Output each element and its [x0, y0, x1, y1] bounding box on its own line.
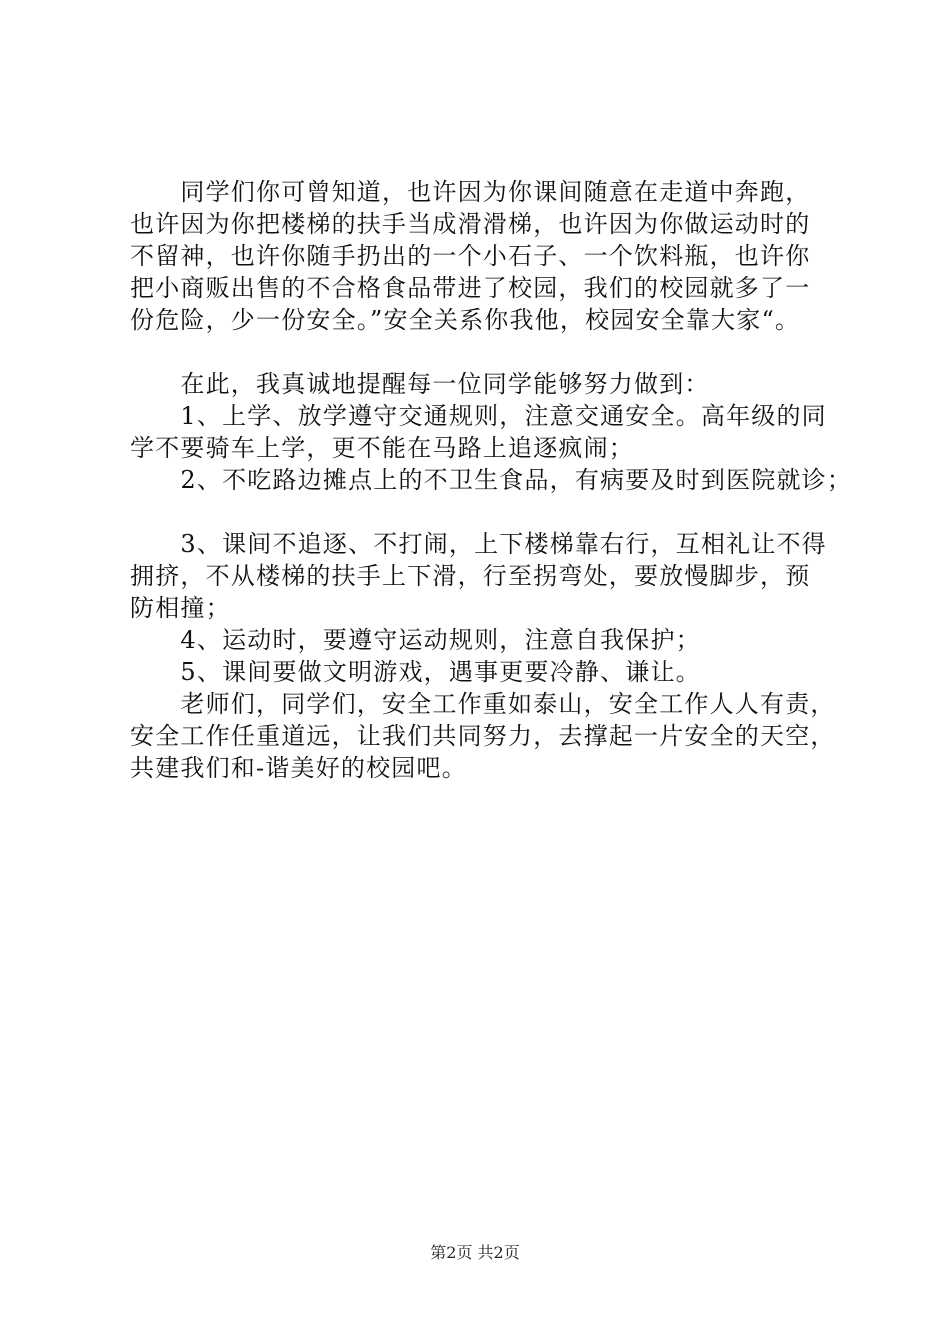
text-line: 3、课间不追逐、不打闹，上下楼梯靠右行，互相礼让不得: [130, 530, 827, 558]
text-line: 防相撞；: [130, 594, 231, 622]
document-body: [130, 176, 853, 784]
paragraph-gap: [130, 496, 850, 528]
text-line: 安全工作任重道远，让我们共同努力，去撑起一片安全的天空，: [130, 722, 836, 750]
text-line: 1、上学、放学遵守交通规则，注意交通安全。高年级的同: [130, 402, 827, 430]
text-line: 也许因为你把楼梯的扶手当成滑滑梯，也许因为你做运动时的: [130, 210, 811, 238]
text-line: 同学们你可曾知道，也许因为你课间随意在走道中奔跑，: [130, 178, 811, 206]
text-line: 拥挤，不从楼梯的扶手上下滑，行至拐弯处，要放慢脚步，预: [130, 562, 811, 590]
text-line: 2、不吃路边摊点上的不卫生食品，有病要及时到医院就诊；: [130, 466, 853, 494]
text-line: 学不要骑车上学，更不能在马路上追逐疯闹；: [130, 434, 634, 462]
text-line: 把小商贩出售的不合格食品带进了校园，我们的校园就多了一: [130, 274, 811, 302]
text-line: 份危险，少一份安全。”安全关系你我他，校园安全靠大家“。: [130, 306, 801, 334]
text-line: 4、运动时，要遵守运动规则，注意自我保护；: [130, 626, 701, 654]
text-line: 在此，我真诚地提醒每一位同学能够努力做到：: [130, 370, 710, 398]
paragraph-gap: [130, 336, 850, 368]
page-footer: 第2页 共2页: [430, 1243, 520, 1262]
text-line: 老师们，同学们，安全工作重如泰山，安全工作人人有责，: [130, 690, 836, 718]
text-line: 不留神，也许你随手扔出的一个小石子、一个饮料瓶，也许你: [130, 242, 811, 270]
text-line: 5、课间要做文明游戏，遇事更要冷静、谦让。: [130, 658, 701, 686]
text-line: 共建我们和-谐美好的校园吧。: [130, 754, 467, 782]
